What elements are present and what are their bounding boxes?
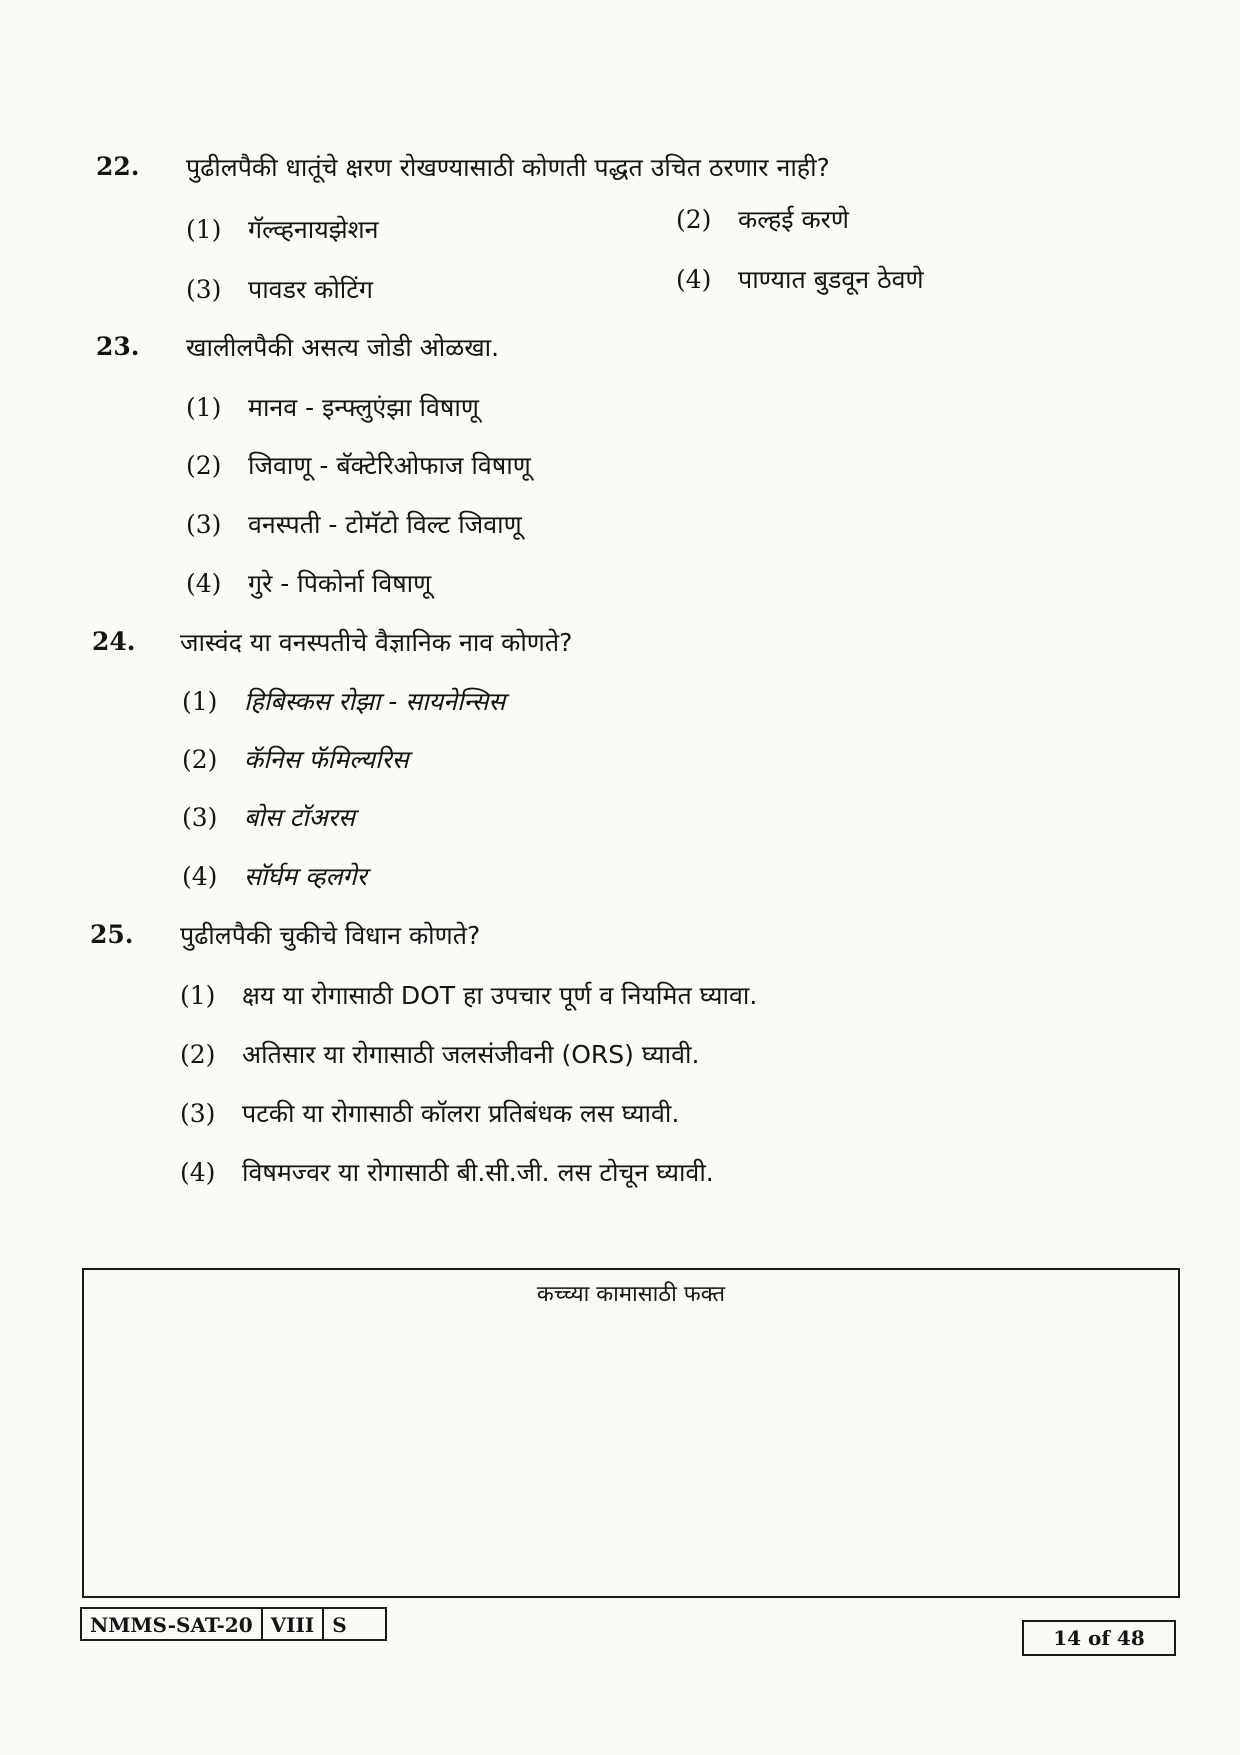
option-text: कल्हई करणे — [738, 205, 849, 234]
option — [676, 262, 924, 296]
option-text: जिवाणू - बॅक्टेरिओफाज विषाणू — [248, 451, 531, 480]
option-number: (1) — [180, 981, 216, 1010]
question-text: जास्वंद या वनस्पतीचे वैज्ञानिक नाव कोणते? — [180, 628, 573, 657]
question-text: पुढीलपैकी चुकीचे विधान कोणते? — [180, 921, 481, 950]
paper-set: S — [332, 1613, 347, 1637]
option — [186, 448, 531, 482]
option-text: वनस्पती - टोमॅटो विल्ट जिवाणू — [248, 510, 522, 539]
paper-code-box — [80, 1607, 387, 1641]
option — [186, 272, 373, 306]
option-number: (1) — [182, 687, 218, 716]
option — [186, 566, 431, 600]
option-text: गॅल्व्हनायझेशन — [248, 215, 379, 244]
option-text: पावडर कोटिंग — [248, 275, 373, 304]
option-text: कॅनिस फॅमिल्यरिस — [244, 745, 409, 774]
question-number: 23. — [96, 332, 140, 361]
option — [180, 1155, 714, 1189]
option-text: पाण्यात बुडवून ठेवणे — [738, 265, 924, 294]
rough-work-label: कच्च्या कामासाठी फक्त — [536, 1282, 726, 1307]
rough-work-box — [82, 1268, 1180, 1598]
option — [180, 978, 757, 1012]
option-number: (4) — [676, 265, 712, 294]
option — [182, 800, 355, 834]
option-number: (1) — [186, 215, 222, 244]
question-text: पुढीलपैकी धातूंचे क्षरण रोखण्यासाठी कोणती पद्धत उचित ठरणार नाही? — [186, 153, 830, 182]
question-number: 22. — [96, 152, 140, 181]
option-number: (2) — [676, 205, 712, 234]
option — [186, 212, 378, 246]
question-number: 25. — [90, 920, 134, 949]
option — [676, 202, 849, 236]
option-text: हिबिस्कस रोझा - सायनेन्सिस — [244, 687, 506, 716]
option-number: (3) — [186, 510, 222, 539]
question-number: 24. — [92, 627, 136, 656]
option-text: विषमज्वर या रोगासाठी बी.सी.जी. लस टोचून घ्यावी. — [242, 1158, 714, 1187]
option-number: (4) — [180, 1158, 216, 1187]
option-number: (2) — [180, 1040, 216, 1069]
question-text: खालीलपैकी असत्य जोडी ओळखा. — [186, 333, 500, 362]
option — [186, 390, 479, 424]
option-number: (3) — [180, 1099, 216, 1128]
option-number: (4) — [186, 569, 222, 598]
option-number: (3) — [182, 803, 218, 832]
option-number: (1) — [186, 393, 222, 422]
option-text: अतिसार या रोगासाठी जलसंजीवनी (ORS) घ्यावी. — [242, 1040, 700, 1069]
paper-class: VIII — [263, 1609, 325, 1639]
page-number: 14 of 48 — [1022, 1620, 1176, 1656]
option-number: (2) — [186, 451, 222, 480]
option-text: पटकी या रोगासाठी कॉलरा प्रतिबंधक लस घ्यावी. — [242, 1099, 680, 1128]
option-text: मानव - इन्फ्लुएंझा विषाणू — [248, 393, 479, 422]
option-number: (2) — [182, 745, 218, 774]
option — [182, 684, 505, 718]
option-text: क्षय या रोगासाठी DOT हा उपचार पूर्ण व नियमित घ्यावा. — [242, 981, 758, 1010]
option — [180, 1037, 699, 1071]
option — [180, 1096, 679, 1130]
option-number: (4) — [182, 862, 218, 891]
option — [186, 507, 522, 541]
option-number: (3) — [186, 275, 222, 304]
paper-code: NMMS-SAT-20 — [82, 1609, 263, 1639]
option — [182, 742, 409, 776]
option — [182, 859, 367, 893]
option-text: बोस टॉअरस — [244, 803, 355, 832]
option-text: गुरे - पिकोर्ना विषाणू — [248, 569, 432, 598]
option-text: सॉर्घम व्हलगेर — [244, 862, 367, 891]
